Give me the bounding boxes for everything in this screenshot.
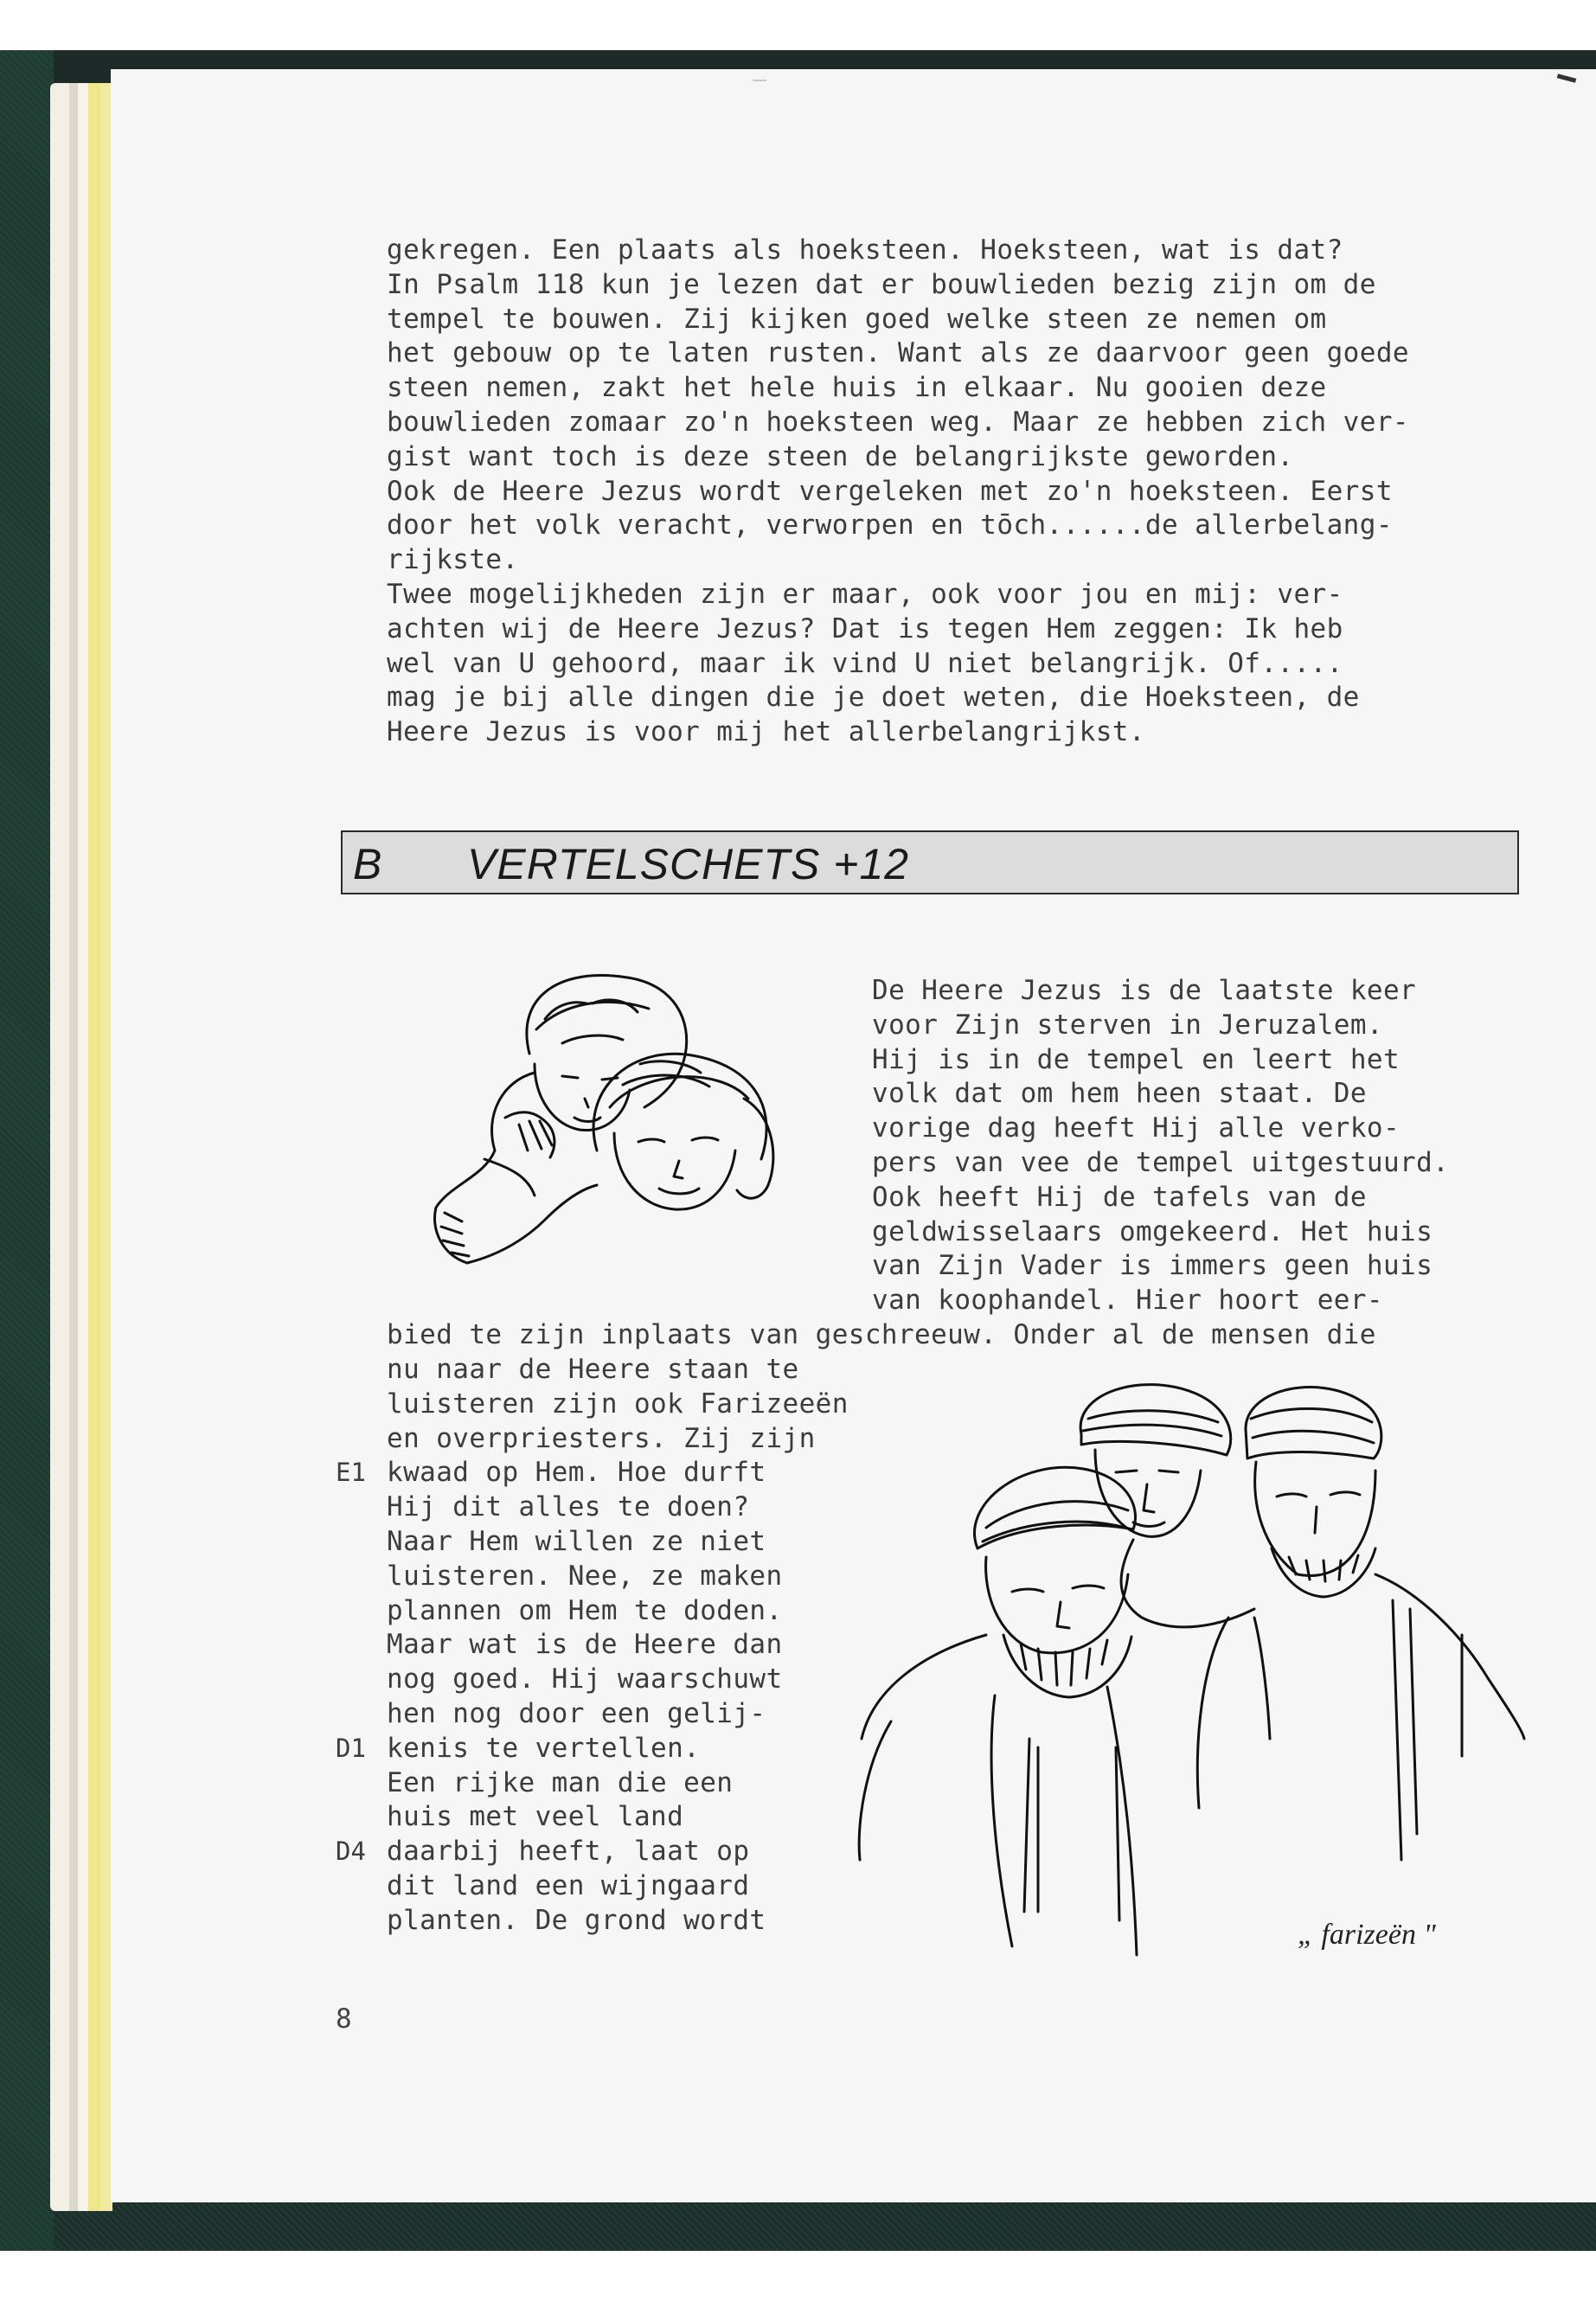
column-right-text [872, 974, 1449, 1318]
text-line: Een rijke man die een [387, 1766, 734, 1798]
text-line: luisteren. Nee, ze maken [387, 1560, 783, 1592]
paragraph-hoeksteen [387, 234, 1409, 578]
text-line: nu naar de Heere staan te [387, 1354, 799, 1385]
paragraph-twee-mogelijkheden [387, 578, 1360, 750]
text-line: kenis te vertellen. [387, 1732, 701, 1764]
text-line: Hij is in de tempel en leert het [872, 1043, 1401, 1075]
text-line: plannen om Hem te doden. [387, 1594, 783, 1626]
text-line: Ook de Heere Jezus wordt vergeleken met zo'n hoeksteen. Eerst [387, 475, 1393, 507]
illustration-caption: „ farizeën " [1298, 1919, 1436, 1951]
text-line: planten. De grond wordt [387, 1904, 766, 1936]
book-cover-spine [0, 50, 54, 2251]
text-line: In Psalm 118 kun je lezen dat er bouwlieden bezig zijn om de [387, 268, 1376, 300]
text-line [336, 1353, 366, 1388]
column-left-text [387, 1353, 849, 1939]
text-line: vorige dag heeft Hij alle verko- [872, 1112, 1401, 1144]
page-edges [50, 83, 112, 2211]
text-line [336, 1422, 366, 1457]
text-line: hen nog door een gelij- [387, 1697, 766, 1729]
text-line: dit land een wijngaard [387, 1869, 750, 1901]
text-line [336, 1560, 366, 1594]
text-line: Ook heeft Hij de tafels van de [872, 1181, 1367, 1213]
text-line [336, 1869, 366, 1904]
text-line [336, 1628, 366, 1663]
text-line: luisteren zijn ook Farizeeën [387, 1388, 849, 1420]
text-line [336, 1663, 366, 1697]
text-line: Twee mogelijkheden zijn er maar, ook voor jou en mij: ver- [387, 579, 1343, 610]
margin-references [336, 1353, 366, 1939]
text-line: D4 [336, 1836, 366, 1867]
text-line [336, 1697, 366, 1732]
text-line: gist want toch is deze steen de belangrijkste geworden. [387, 440, 1294, 472]
text-line: geldwisselaars omgekeerd. Het huis [872, 1215, 1433, 1247]
page-number: 8 [336, 2003, 352, 2035]
text-line: het gebouw op te laten rusten. Want als ze daarvoor geen goede [387, 337, 1409, 369]
book-cover-bottom [54, 2197, 1596, 2251]
section-letter: B [353, 840, 382, 888]
text-line: Hij dit alles te doen? [387, 1491, 750, 1523]
text-line: en overpriesters. Zij zijn [387, 1422, 816, 1454]
text-line: Heere Jezus is voor mij het allerbelangrijkst. [387, 716, 1145, 748]
illustration-pharisees [856, 1375, 1527, 1960]
text-line [336, 1594, 366, 1629]
bridging-line: bied te zijn inplaats van geschreeuw. Onder al de mensen die [387, 1319, 1376, 1350]
text-line: volk dat om hem heen staat. De [872, 1078, 1367, 1110]
text-line: huis met veel land [387, 1801, 684, 1833]
text-line: pers van vee de tempel uitgestuurd. [872, 1146, 1450, 1178]
scan-top-margin [0, 0, 1596, 50]
text-line: D1 [336, 1733, 366, 1763]
text-line: De Heere Jezus is de laatste keer [872, 975, 1417, 1006]
text-line [336, 1525, 366, 1560]
text-line: bouwlieden zomaar zo'n hoeksteen weg. Maar ze hebben zich ver- [387, 406, 1409, 438]
text-line: kwaad op Hem. Hoe durft [387, 1457, 766, 1489]
text-line: Naar Hem willen ze niet [387, 1525, 766, 1557]
text-line: rijkste. [387, 544, 519, 576]
text-line: tempel te bouwen. Zij kijken goed welke steen ze nemen om [387, 303, 1327, 335]
text-line [336, 1904, 366, 1939]
text-line: voor Zijn sterven in Jeruzalem. [872, 1009, 1383, 1041]
text-line: steen nemen, zakt het hele huis in elkaar. Nu gooien deze [387, 372, 1327, 404]
scan-artifact [753, 80, 766, 81]
text-line: achten wij de Heere Jezus? Dat is tegen Hem zeggen: Ik heb [387, 612, 1343, 644]
text-line: E1 [336, 1458, 366, 1488]
text-line: door het volk veracht, verworpen en tōch......de allerbelang- [387, 510, 1393, 542]
text-line: Maar wat is de Heere dan [387, 1629, 783, 1661]
illustration-children [433, 969, 787, 1267]
text-line: daarbij heeft, laat op [387, 1836, 750, 1868]
text-line: wel van U gehoord, maar ik vind U niet belangrijk. Of..... [387, 647, 1343, 679]
text-line: van koophandel. Hier hoort eer- [872, 1285, 1383, 1317]
text-line: van Zijn Vader is immers geen huis [872, 1250, 1433, 1282]
section-header [341, 830, 1519, 894]
section-title: VERTELSCHETS +12 [467, 840, 910, 888]
text-line [336, 1490, 366, 1525]
text-line [336, 1800, 366, 1835]
text-line [336, 1766, 366, 1801]
text-line: mag je bij alle dingen die je doet weten, die Hoeksteen, de [387, 682, 1360, 714]
text-line [336, 1388, 366, 1422]
text-line: gekregen. Een plaats als hoeksteen. Hoeksteen, wat is dat? [387, 234, 1343, 266]
text-line: nog goed. Hij waarschuwt [387, 1663, 783, 1695]
